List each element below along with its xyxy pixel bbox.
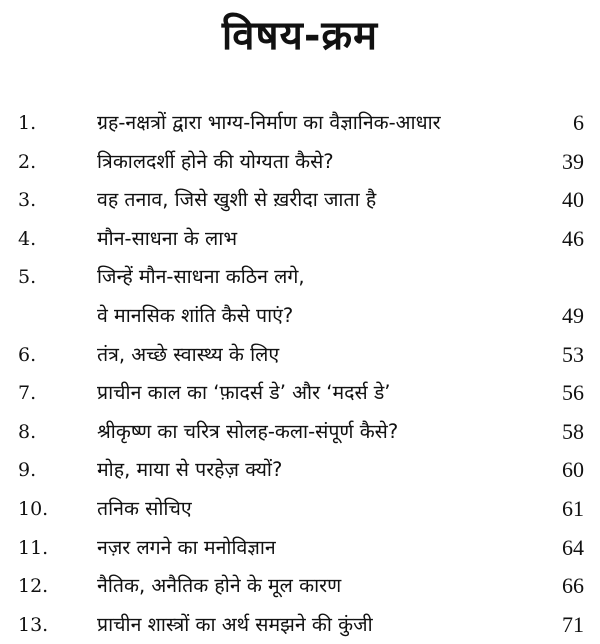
toc-entry bbox=[0, 220, 600, 259]
toc-entry-page-number: 60 bbox=[562, 457, 584, 483]
toc-entry-title: ग्रह-नक्षत्रों द्वारा भाग्य-निर्माण का वैज्ञानिक-आधार bbox=[97, 111, 441, 134]
toc-entry-page-number: 49 bbox=[562, 302, 584, 328]
toc-entry-number: 7. bbox=[18, 382, 37, 405]
toc-entry-number: 2. bbox=[18, 150, 37, 173]
toc-entry-line bbox=[0, 104, 600, 143]
toc-entry bbox=[0, 529, 600, 568]
toc-entry bbox=[0, 451, 600, 490]
toc-entry-number: 6. bbox=[18, 343, 37, 366]
toc-entry-page-number: 53 bbox=[562, 341, 584, 367]
toc-entry bbox=[0, 181, 600, 220]
toc-entry-title: मौन-साधना के लाभ bbox=[97, 226, 238, 250]
toc-entry-line bbox=[0, 490, 600, 529]
toc-entry-page-number: 6 bbox=[573, 110, 584, 135]
toc-entry-line bbox=[0, 143, 600, 182]
toc-entry bbox=[0, 143, 600, 182]
toc-entry bbox=[0, 374, 600, 413]
toc-entry-line bbox=[0, 606, 600, 644]
toc-entry-line bbox=[0, 374, 600, 413]
toc-entry-number: 12. bbox=[18, 575, 49, 598]
toc-entry-number: 13. bbox=[18, 613, 49, 636]
toc-entry-line bbox=[0, 297, 600, 336]
toc-entry-number: 10. bbox=[18, 497, 49, 520]
toc-entry-page-number: 64 bbox=[562, 534, 584, 560]
page-title: विषय-क्रम bbox=[221, 13, 379, 59]
toc-entry bbox=[0, 258, 600, 335]
toc-entry-page-number: 46 bbox=[562, 225, 584, 251]
toc-entry-line bbox=[0, 451, 600, 490]
toc-entry-title: नैतिक, अनैतिक होने के मूल कारण bbox=[97, 574, 342, 598]
toc-entry-title: तंत्र, अच्छे स्वास्थ्य के लिए bbox=[97, 342, 280, 366]
toc-entry-line bbox=[0, 181, 600, 220]
toc-entry-line bbox=[0, 529, 600, 568]
toc-entry-page-number: 39 bbox=[562, 148, 584, 174]
toc-entry bbox=[0, 606, 600, 644]
toc-entry-title: श्रीकृष्ण का चरित्र सोलह-कला-संपूर्ण कैसे? bbox=[97, 419, 399, 443]
toc-entry-page-number: 71 bbox=[562, 611, 584, 637]
toc-entry-title: तनिक सोचिए bbox=[97, 496, 192, 520]
toc-entry bbox=[0, 413, 600, 452]
toc-entry-number: 11. bbox=[18, 536, 49, 559]
toc-entry bbox=[0, 336, 600, 375]
toc-entry-number: 4. bbox=[18, 227, 37, 250]
table-of-contents bbox=[0, 104, 600, 644]
toc-entry bbox=[0, 490, 600, 529]
toc-entry-title: नज़र लगने का मनोविज्ञान bbox=[97, 535, 276, 559]
toc-entry-title: वे मानसिक शांति कैसे पाएं? bbox=[97, 303, 294, 327]
toc-entry-page-number: 40 bbox=[562, 187, 584, 213]
toc-entry-number: 9. bbox=[18, 459, 37, 482]
toc-entry-line bbox=[0, 413, 600, 452]
toc-entry-number: 1. bbox=[18, 112, 37, 134]
toc-entry-line bbox=[0, 258, 600, 297]
toc-entry-number: 8. bbox=[18, 420, 37, 443]
toc-entry-title: मोह, माया से परहेज़ क्यों? bbox=[97, 458, 283, 482]
toc-entry-title: प्राचीन शास्त्रों का अर्थ समझने की कुंजी bbox=[97, 612, 373, 636]
toc-entry-line bbox=[0, 220, 600, 259]
toc-entry-title: वह तनाव, जिसे खुशी से ख़रीदा जाता है bbox=[97, 188, 377, 212]
toc-entry-title: त्रिकालदर्शी होने की योग्यता कैसे? bbox=[97, 149, 334, 173]
toc-entry-title: जिन्हें मौन-साधना कठिन लगे, bbox=[97, 265, 305, 289]
toc-entry-page-number: 58 bbox=[562, 418, 584, 444]
toc-entry-page-number: 56 bbox=[562, 380, 584, 406]
toc-entry-number: 5. bbox=[18, 266, 37, 289]
toc-entry-line bbox=[0, 336, 600, 375]
toc-entry-page-number: 66 bbox=[562, 573, 584, 599]
toc-entry-page-number: 61 bbox=[562, 495, 584, 521]
toc-entry-title: प्राचीन काल का ‘फ़ादर्स डे’ और ‘मदर्स डे’ bbox=[97, 381, 391, 405]
toc-entry bbox=[0, 104, 600, 143]
toc-entry-number: 3. bbox=[18, 189, 37, 212]
